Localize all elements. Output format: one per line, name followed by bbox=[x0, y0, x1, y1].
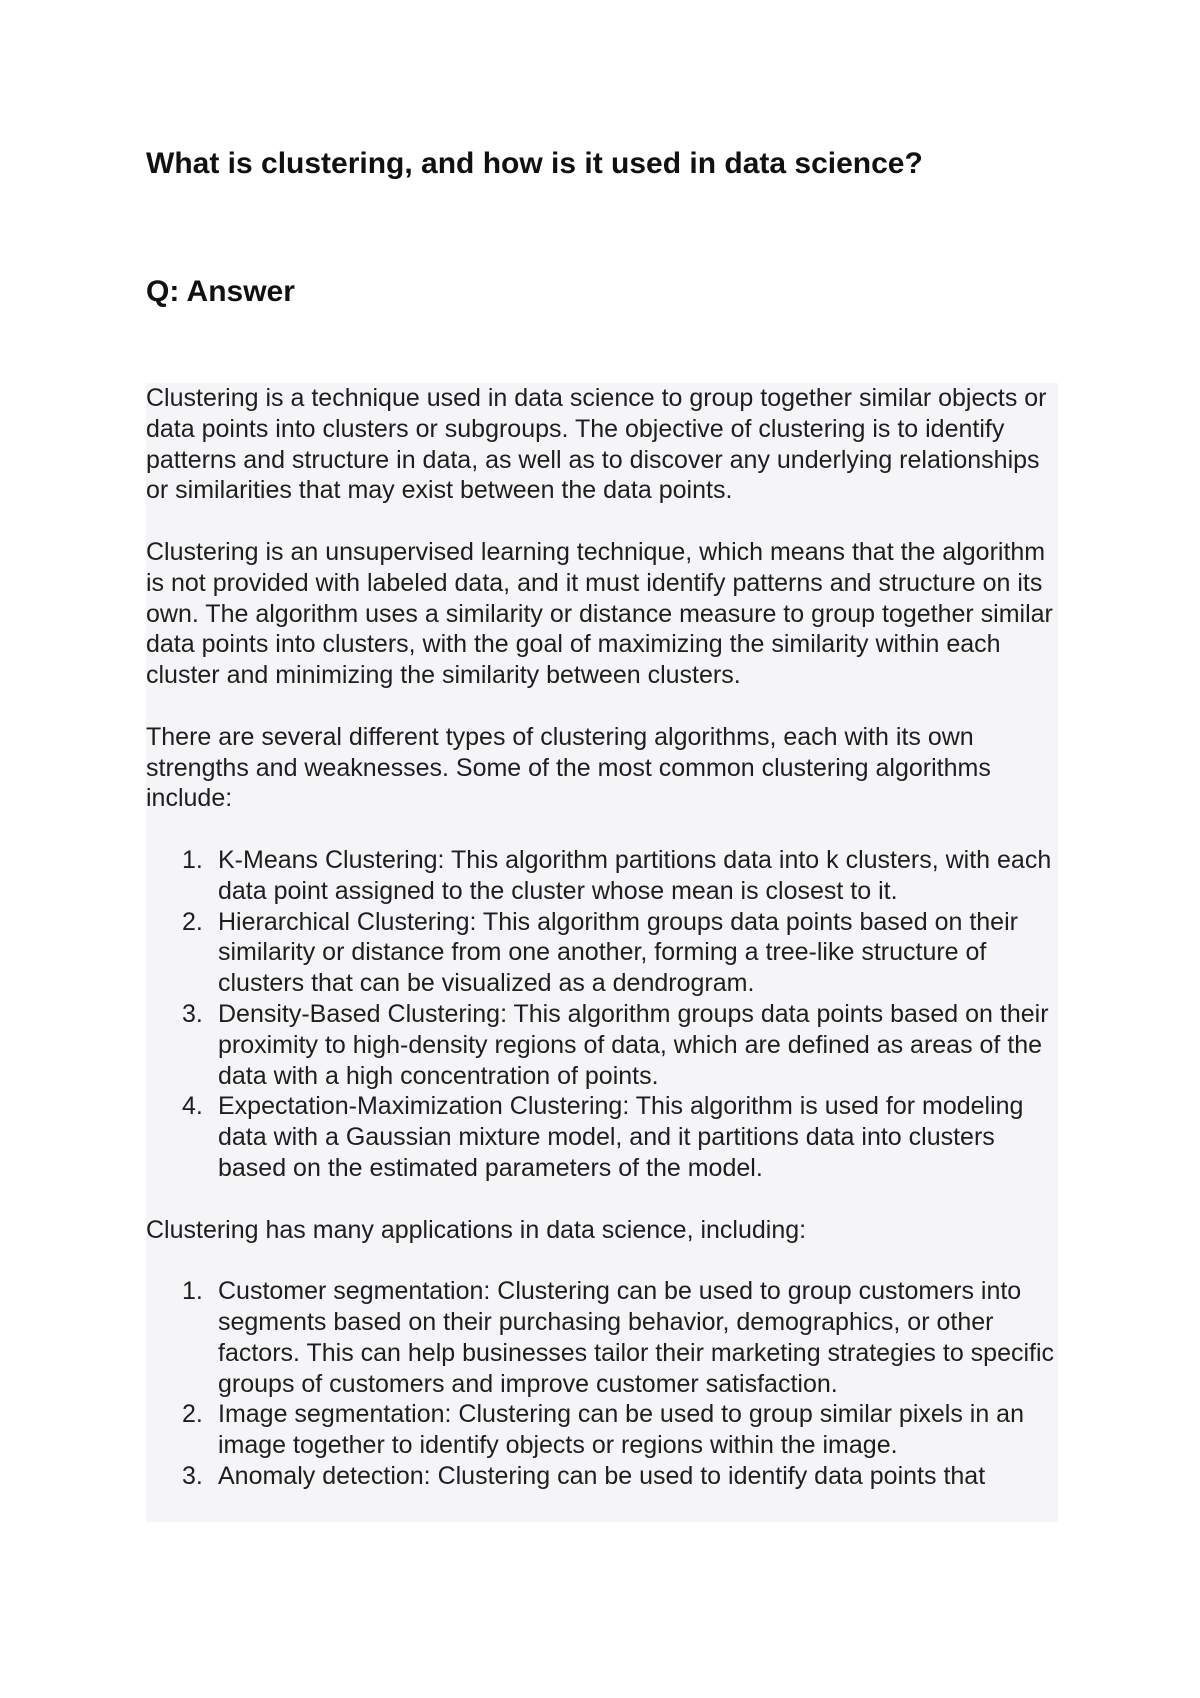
list-number: 2. bbox=[182, 907, 203, 936]
answer-block bbox=[146, 383, 1058, 1527]
applications-list bbox=[146, 1276, 1058, 1522]
algorithm-list bbox=[146, 845, 1058, 1215]
list-item-text: Anomaly detection: Clustering can be used to identify data points that bbox=[218, 1461, 986, 1490]
list-number: 3. bbox=[182, 1461, 203, 1490]
list-item bbox=[182, 1399, 1058, 1461]
answer-heading: Q: Answer bbox=[146, 275, 295, 308]
unsupervised-paragraph: Clustering is an unsupervised learning technique, which means that the algorithm is not provided with labeled data, and it must identify patterns and structure on its own. The algorithm uses a similarity or distance measure to group together similar data points into clusters, with the goal of maximizing the similarity within each cluster and minimizing the similarity between clusters. bbox=[146, 537, 1058, 722]
list-item bbox=[182, 845, 1058, 907]
list-item bbox=[182, 999, 1058, 1091]
list-number: 2. bbox=[182, 1400, 203, 1429]
list-number: 3. bbox=[182, 999, 203, 1028]
types-intro-paragraph: There are several different types of clustering algorithms, each with its own strengths and weaknesses. Some of the most common clustering algorithms include: bbox=[146, 722, 1058, 845]
applications-intro-paragraph: Clustering has many applications in data science, including: bbox=[146, 1215, 1058, 1277]
list-item bbox=[182, 1091, 1058, 1183]
list-number: 1. bbox=[182, 845, 203, 874]
list-number: 1. bbox=[182, 1277, 203, 1306]
list-item-text: Customer segmentation: Clustering can be used to group customers into segments based on their purchasing behavior, demographics, or other factors. This can help businesses tailor their marketing strategies to specific groups of customers and improve customer satisfaction. bbox=[218, 1277, 1055, 1398]
list-item-text: Expectation-Maximization Clustering: This algorithm is used for modeling data with a Gaussian mixture model, and it partitions data into clusters based on the estimated parameters of the model. bbox=[218, 1092, 1024, 1182]
list-item-text: Density-Based Clustering: This algorithm groups data points based on their proximity to high-density regions of data, which are defined as areas of the data with a high concentration of points. bbox=[218, 999, 1049, 1090]
list-item-text: Hierarchical Clustering: This algorithm groups data points based on their similarity or distance from one another, forming a tree-like structure of clusters that can be visualized as a dendrogram. bbox=[218, 907, 1018, 998]
list-item-text: Image segmentation: Clustering can be used to group similar pixels in an image together to identify objects or regions within the image. bbox=[218, 1400, 1024, 1460]
intro-paragraph: Clustering is a technique used in data science to group together similar objects or data points into clusters or subgroups. The objective of clustering is to identify patterns and structure in data, as well as to discover any underlying relationships or similarities that may exist between the data points. bbox=[146, 383, 1058, 537]
list-item-text: K-Means Clustering: This algorithm partitions data into k clusters, with each data point assigned to the cluster whose mean is closest to it. bbox=[218, 845, 1052, 905]
list-item bbox=[182, 1276, 1058, 1399]
list-item bbox=[182, 907, 1058, 999]
list-number: 4. bbox=[182, 1092, 203, 1121]
page-title: What is clustering, and how is it used in data science? bbox=[146, 147, 923, 180]
list-item bbox=[182, 1461, 1058, 1492]
